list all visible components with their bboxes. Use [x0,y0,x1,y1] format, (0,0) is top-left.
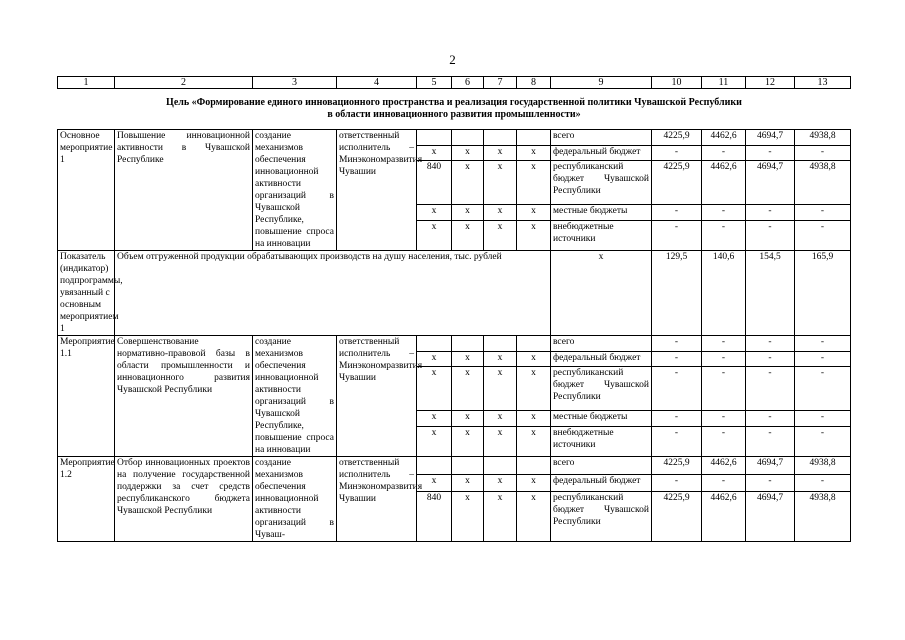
code-cell: x [517,367,551,411]
code-cell: x [484,474,517,492]
column-number: 10 [652,77,702,89]
value-cell: - [652,367,702,411]
code-cell: x [517,351,551,367]
activity-goal: создание механизмов обеспечения инновационной активности организаций в Чувашской Республике, повышение спроса на инновации [253,130,337,251]
indicator-text: Объем отгруженной продукции обрабатывающих производств на душу населения, тыс. рублей [115,251,551,336]
column-number: 7 [484,77,517,89]
value-cell: - [746,205,795,221]
table-row [58,457,851,475]
column-number: 5 [417,77,452,89]
table-row [58,336,851,352]
code-cell: x [517,221,551,251]
source-label: внебюджетные источники [551,221,652,251]
code-cell: x [417,427,452,457]
source-label: федеральный бюджет [551,351,652,367]
code-cell: x [417,351,452,367]
code-cell: x [452,474,484,492]
value-cell: - [702,474,746,492]
table-row [58,130,851,146]
goal-title [58,89,851,130]
column-number: 3 [253,77,337,89]
value-cell: 4694,7 [746,161,795,205]
value-cell: - [652,221,702,251]
table-row [58,251,851,336]
code-cell: x [484,427,517,457]
value-cell: - [652,145,702,161]
code-cell: x [452,145,484,161]
value-cell: 4225,9 [652,130,702,146]
value-cell: - [746,411,795,427]
value-cell: - [652,205,702,221]
source-label: всего [551,130,652,146]
value-cell: 140,6 [702,251,746,336]
goal-row [58,89,851,130]
code-cell: x [452,205,484,221]
column-number: 4 [337,77,417,89]
value-cell: - [795,351,851,367]
value-cell: - [795,367,851,411]
code-cell: x [417,474,452,492]
code-cell: x [484,145,517,161]
value-cell: 129,5 [652,251,702,336]
activity-executor: ответственный исполнитель – Минэкономразвития Чувашии [337,336,417,457]
value-cell: - [795,411,851,427]
column-number: 9 [551,77,652,89]
program-table [57,76,851,542]
code-cell: x [452,367,484,411]
code-cell: x [517,427,551,457]
activity-goal: создание механизмов обеспечения инновационной активности организаций в Чуваш- [253,457,337,542]
value-cell: - [795,474,851,492]
row-label: Мероприятие 1.1 [58,336,115,457]
activity-name: Отбор инновационных проектов на получение государственной поддержки за счет средств республиканского бюджета Чувашской Республики [115,457,253,542]
code-cell: x [484,161,517,205]
column-number-row [58,77,851,89]
code-cell: x [484,492,517,542]
activity-name: Совершенствование нормативно-правовой базы в области промышленности и инновационного развития Чувашской Республики [115,336,253,457]
source-label: внебюджетные источники [551,427,652,457]
code-cell: x [517,411,551,427]
code-cell: 840 [417,492,452,542]
value-cell: - [795,145,851,161]
value-cell: 154,5 [746,251,795,336]
source-label: всего [551,457,652,475]
value-cell: 4694,7 [746,130,795,146]
value-cell: - [795,336,851,352]
code-cell: x [452,221,484,251]
column-number: 11 [702,77,746,89]
value-cell: 4938,8 [795,457,851,475]
value-cell: 4462,6 [702,457,746,475]
code-cell: x [517,474,551,492]
code-cell: x [452,492,484,542]
value-cell: - [652,474,702,492]
code-cell: x [417,367,452,411]
row-label: Показатель (индикатор) подпрограммы, увязанный с основным мероприятием 1 [58,251,115,336]
source-label: федеральный бюджет [551,474,652,492]
value-cell: 4938,8 [795,492,851,542]
value-cell: - [702,351,746,367]
code-cell: x [417,221,452,251]
value-cell: - [652,336,702,352]
value-cell: 4462,6 [702,492,746,542]
value-cell: - [746,427,795,457]
value-cell: - [702,411,746,427]
value-cell: - [652,427,702,457]
code-cell: x [517,145,551,161]
value-cell: - [746,145,795,161]
goal-line-1: Цель «Формирование единого инновационного пространства и реализация государственной политики Чувашской Республики [166,97,742,108]
value-cell: - [702,427,746,457]
code-cell: x [517,492,551,542]
value-cell: 4938,8 [795,130,851,146]
code-cell: x [551,251,652,336]
code-cell: x [452,351,484,367]
code-cell: x [452,161,484,205]
column-number: 8 [517,77,551,89]
row-label: Мероприятие 1.2 [58,457,115,542]
source-label: республиканский бюджет Чувашской Республики [551,492,652,542]
source-label: всего [551,336,652,352]
value-cell: - [652,351,702,367]
code-cell: x [484,351,517,367]
value-cell: - [795,205,851,221]
page-number: 2 [449,52,456,67]
value-cell: 4225,9 [652,161,702,205]
value-cell: - [702,145,746,161]
value-cell: 4694,7 [746,492,795,542]
code-cell: x [517,161,551,205]
code-cell: x [417,205,452,221]
value-cell: - [702,367,746,411]
value-cell: - [702,205,746,221]
column-number: 12 [746,77,795,89]
code-cell: x [452,411,484,427]
source-label: местные бюджеты [551,205,652,221]
code-cell: x [484,411,517,427]
code-cell: x [517,205,551,221]
code-cell: x [484,205,517,221]
value-cell: 4462,6 [702,161,746,205]
code-cell: x [417,411,452,427]
value-cell: - [746,221,795,251]
code-cell: 840 [417,161,452,205]
value-cell: 165,9 [795,251,851,336]
activity-name: Повышение инновационной активности в Чувашской Республике [115,130,253,251]
activity-executor: ответственный исполнитель – Минэкономразвития Чувашии [337,130,417,251]
value-cell: - [746,336,795,352]
source-label: республиканский бюджет Чувашской Республики [551,161,652,205]
column-number: 2 [115,77,253,89]
value-cell: - [702,336,746,352]
column-number: 13 [795,77,851,89]
source-label: местные бюджеты [551,411,652,427]
column-number: 1 [58,77,115,89]
goal-line-2: в области инновационного развития промышленности» [327,109,581,120]
code-cell: x [484,221,517,251]
value-cell: - [746,474,795,492]
source-label: федеральный бюджет [551,145,652,161]
code-cell: x [484,367,517,411]
value-cell: - [652,411,702,427]
value-cell: 4694,7 [746,457,795,475]
code-cell: x [452,427,484,457]
source-label: республиканский бюджет Чувашской Республики [551,367,652,411]
value-cell: - [746,351,795,367]
value-cell: 4225,9 [652,492,702,542]
value-cell: 4938,8 [795,161,851,205]
value-cell: - [795,221,851,251]
code-cell: x [417,145,452,161]
column-number: 6 [452,77,484,89]
activity-executor: ответственный исполнитель – Минэкономразвития Чувашии [337,457,417,542]
value-cell: - [702,221,746,251]
value-cell: - [795,427,851,457]
row-label: Основное мероприятие 1 [58,130,115,251]
activity-goal: создание механизмов обеспечения инновационной активности организаций в Чувашской Республике, повышение спроса на инновации [253,336,337,457]
value-cell: 4225,9 [652,457,702,475]
value-cell: 4462,6 [702,130,746,146]
value-cell: - [746,367,795,411]
